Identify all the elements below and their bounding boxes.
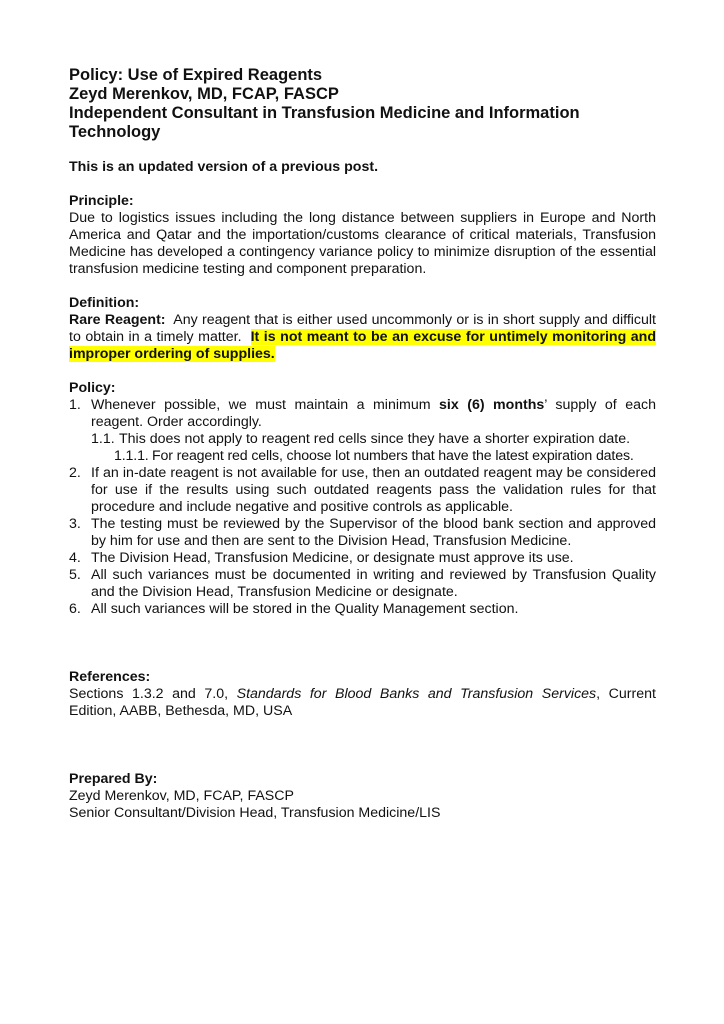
reference-publisher: , Current Edition, AABB, Bethesda, MD, USA xyxy=(69,686,656,719)
policy-item-number: 6. xyxy=(69,601,81,617)
prepared-role: Senior Consultant/Division Head, Transfusion Medicine/LIS xyxy=(69,805,441,821)
references-text xyxy=(69,686,656,720)
document-page xyxy=(69,66,660,822)
policy-item-text: Whenever possible, we must maintain a minimum xyxy=(91,397,440,413)
policy-subitem xyxy=(69,431,656,448)
policy-item-number: 5. xyxy=(69,567,81,583)
reference-sections: Sections 1.3.2 and 7.0, xyxy=(69,686,237,702)
definition-heading: Definition: xyxy=(69,295,140,311)
policy-subsubitem-number: 1.1.1. xyxy=(114,448,149,464)
principle-heading: Principle: xyxy=(69,193,134,209)
policy-item-text: The Division Head, Transfusion Medicine, or designate must approve its use. xyxy=(91,550,574,566)
policy-item-emphasis: six (6) months xyxy=(439,397,545,413)
definition-body: Any reagent that is either used uncommonly or is in short supply and difficult to obtain in a timely matter. xyxy=(69,312,660,345)
policy-item-number: 3. xyxy=(69,516,81,532)
policy-subitem-text: This does not apply to reagent red cells since they have a shorter expiration date. xyxy=(119,431,631,447)
references-heading: References: xyxy=(69,669,151,685)
policy-item-number: 2. xyxy=(69,465,81,481)
policy-item-text: All such variances will be stored in the Quality Management section. xyxy=(91,601,519,617)
policy-item-text-cont: ’ supply of each reagent. Order accordingly. xyxy=(91,397,656,430)
author-name: Zeyd Merenkov, MD, FCAP, FASCP xyxy=(69,85,339,103)
policy-item-text: If an in-date reagent is not available for use, then an outdated reagent may be considered for use if the results using such outdated reagents pass the validation rules for that procedure and include negative and positive controls as applicable. xyxy=(91,465,656,515)
principle-text: Due to logistics issues including the long distance between suppliers in Europe and North America and Qatar and the importation/customs clearance of critical materials, Transfusion Medicine has developed a contingency variance policy to minimize disruption of the essential transfusion medicine testing and component preparation. xyxy=(69,210,656,277)
policy-item xyxy=(69,516,656,550)
prepared-name: Zeyd Merenkov, MD, FCAP, FASCP xyxy=(69,788,294,804)
author-affiliation: Independent Consultant in Transfusion Medicine and Information Technology xyxy=(69,104,580,141)
policy-list xyxy=(69,397,656,618)
policy-item-text: The testing must be reviewed by the Supervisor of the blood bank section and approved by him for use and then are sent to the Division Head, Transfusion Medicine. xyxy=(91,516,656,549)
definition-highlight: It is not meant to be an excuse for untimely monitoring and improper ordering of supplies. xyxy=(69,329,656,362)
prepared-heading: Prepared By: xyxy=(69,771,158,787)
policy-item-number: 1. xyxy=(69,397,81,413)
policy-subitem-number: 1.1. xyxy=(91,431,115,447)
policy-item xyxy=(69,550,656,567)
update-notice: This is an updated version of a previous post. xyxy=(69,159,379,175)
policy-item xyxy=(69,465,656,516)
policy-item-text: All such variances must be documented in writing and reviewed by Transfusion Quality and the Division Head, Transfusion Medicine or designate. xyxy=(91,567,656,600)
policy-item xyxy=(69,601,656,618)
policy-item xyxy=(69,397,656,431)
definition-term: Rare Reagent: xyxy=(69,312,166,328)
reference-title: Standards for Blood Banks and Transfusion Services xyxy=(236,686,597,702)
policy-heading: Policy: xyxy=(69,380,116,396)
definition-text xyxy=(69,312,660,363)
policy-item-number: 4. xyxy=(69,550,81,566)
policy-subsubitem xyxy=(69,448,656,465)
document-title: Policy: Use of Expired Reagents xyxy=(69,66,323,84)
policy-subsubitem-text: For reagent red cells, choose lot numbers that have the latest expiration dates. xyxy=(152,448,634,464)
policy-item xyxy=(69,567,656,601)
